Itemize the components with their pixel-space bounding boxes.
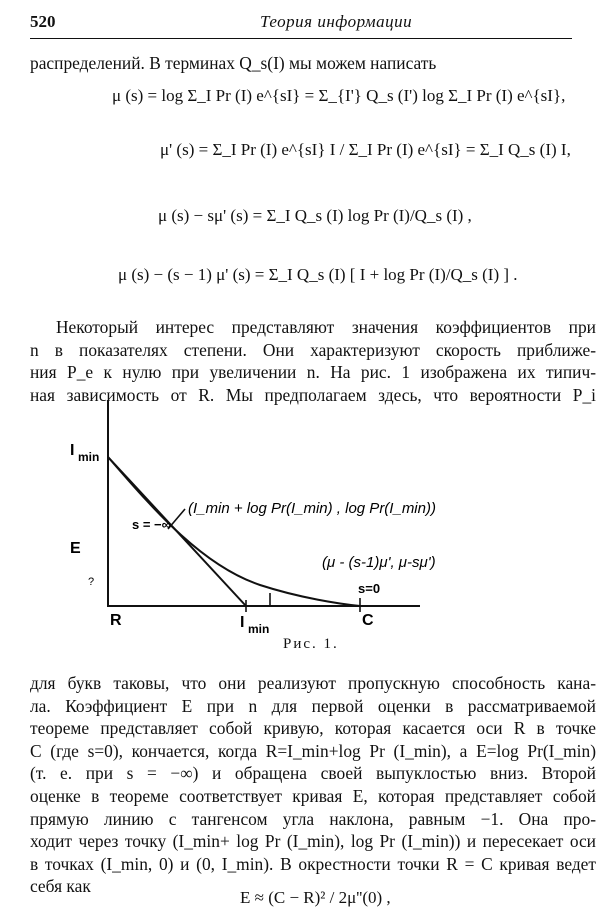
- running-title: Теория информации: [260, 12, 413, 31]
- paragraph-line: в точках (I_min, 0) и (0, I_min). В окрестности точки R = C кривая ведет: [30, 853, 596, 874]
- paragraph-line: себя как: [30, 876, 91, 897]
- paragraph-line: оценке в теореме соответствует кривая E, которая представляет собой: [30, 785, 596, 806]
- page-number: 520: [30, 12, 56, 31]
- final-equation: E ≈ (C − R)² / 2μ''(0) ,: [240, 888, 391, 907]
- paragraph-line: ная зависимость от R. Мы предполагаем здесь, что вероятности P_i: [30, 384, 596, 405]
- curve-label: (μ - (s-1)μ', μ-sμ'): [322, 554, 436, 571]
- label-imin-x-sub: min: [248, 622, 270, 635]
- paragraph-line: ния P_e к нулю при увеличении n. На рис. 1 изображена их типич-: [30, 362, 596, 383]
- paragraph-line: n в показателях степени. Они характеризуют скорость приближе-: [30, 339, 596, 360]
- label-R: R: [110, 612, 122, 629]
- equation-4: μ (s) − (s − 1) μ' (s) = Σ_I Q_s (I) [ I + log Pr (I)/Q_s (I) ] .: [118, 265, 518, 284]
- label-C: C: [362, 612, 374, 629]
- figure-1: [60, 395, 580, 635]
- running-header: [30, 12, 572, 39]
- label-s-zero: s=0: [358, 581, 381, 596]
- label-imin-y: I: [70, 442, 75, 459]
- label-s-minus-inf: s = −∞: [132, 517, 171, 532]
- paragraph-line: C (где s=0), кончается, когда R=I_min+log Pr (I_min), а E=log Pr(I_min): [30, 740, 596, 761]
- paragraph-line: ла. Коэффициент E при n для первой оценки в рассматриваемой: [30, 695, 596, 716]
- label-imin-y-sub: min: [78, 450, 100, 464]
- paragraph-line: для букв таковы, что они реализуют пропускную способность кана-: [30, 673, 596, 693]
- stray-mark: ?: [88, 576, 95, 588]
- paragraph-line: прямую линию с тангенсом угла наклона, равным −1. Она про-: [30, 808, 596, 829]
- equation-1: μ (s) = log Σ_I Pr (I) e^{sI} = Σ_{I'} Q_s (I') log Σ_I Pr (I) e^{sI},: [112, 86, 566, 105]
- figure-caption: Рис. 1.: [283, 636, 339, 652]
- intro-line: распределений. В терминах Q_s(I) мы можем написать: [30, 53, 437, 73]
- paragraph-line: ходит через точку (I_min+ log Pr (I_min), log Pr (I_min)) и пересекает оси: [30, 831, 596, 852]
- point-label: (I_min + log Pr(I_min) , log Pr(I_min)): [188, 500, 436, 517]
- equation-3: μ (s) − sμ' (s) = Σ_I Q_s (I) log Pr (I)/Q_s (I) ,: [158, 206, 472, 225]
- paragraph-line: (т. е. при s = −∞) и обращена своей выпуклостью вниз. Второй: [30, 763, 596, 784]
- equation-2: μ' (s) = Σ_I Pr (I) e^{sI} I / Σ_I Pr (I) e^{sI} = Σ_I Q_s (I) I,: [160, 140, 571, 159]
- label-E: E: [70, 540, 81, 557]
- paragraph-line: теореме представляет собой кривую, которая касается оси R в точке: [30, 718, 596, 739]
- paragraph-1: [30, 316, 596, 406]
- paragraph-2: [30, 672, 596, 898]
- label-imin-x: I: [240, 614, 245, 631]
- paragraph-line: Некоторый интерес представляют значения коэффициентов при: [56, 317, 596, 337]
